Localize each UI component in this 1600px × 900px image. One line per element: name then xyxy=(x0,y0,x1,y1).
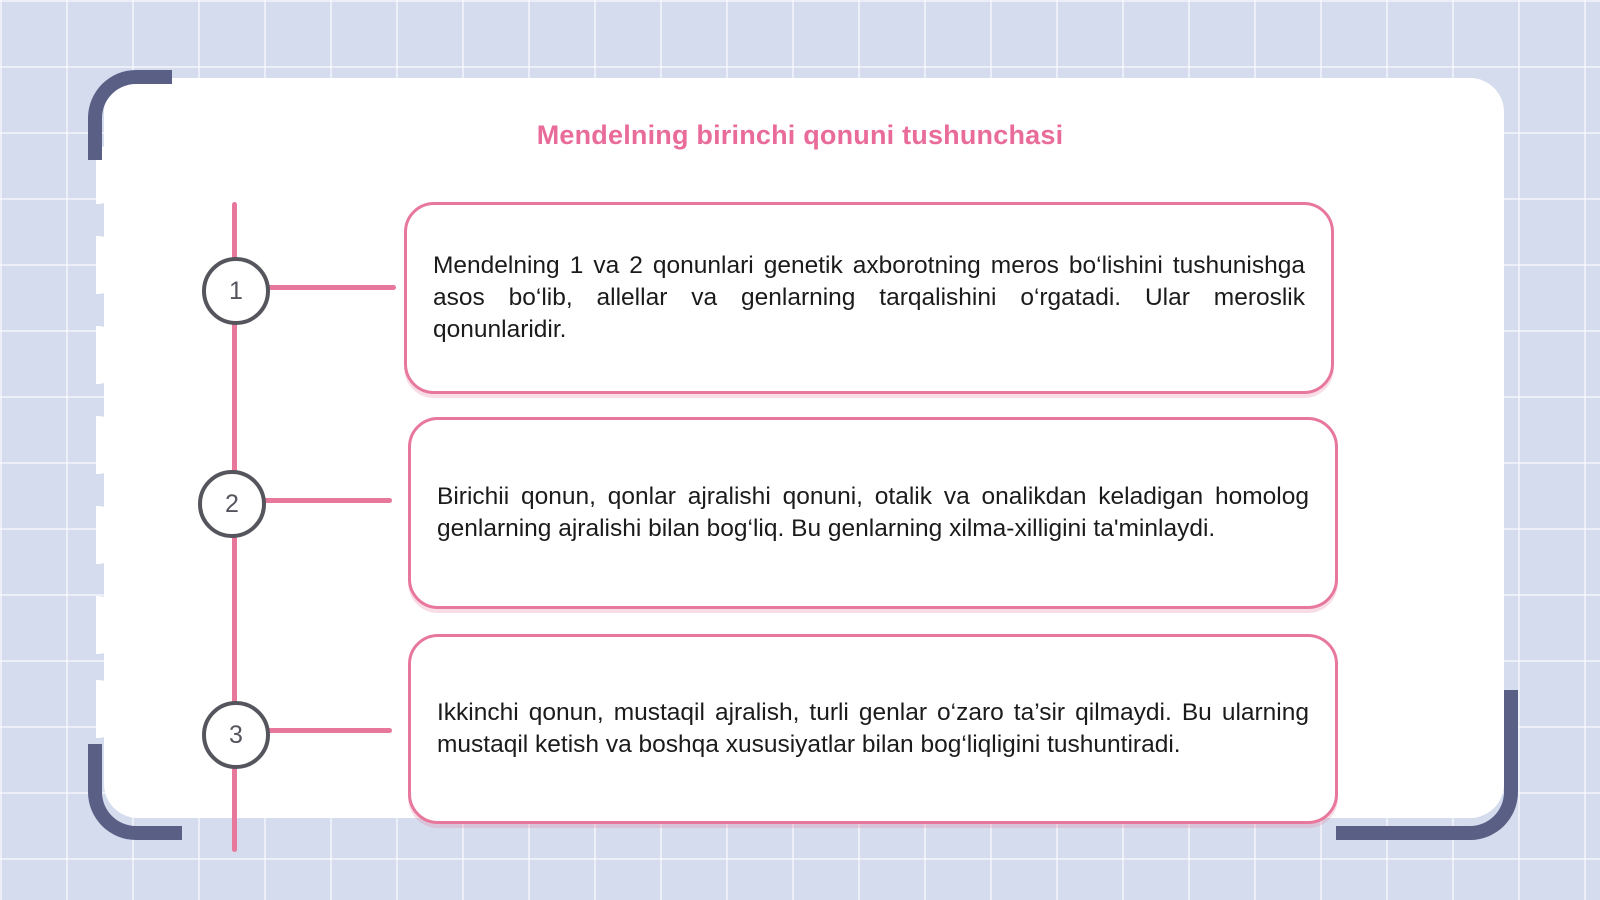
corner-bracket-bottom-right xyxy=(1336,690,1518,840)
connector-3 xyxy=(262,728,392,733)
connector-2 xyxy=(258,498,392,503)
step-card-3 xyxy=(408,634,1338,824)
slide-title: Mendelning birinchi qonuni tushunchasi xyxy=(536,120,1064,150)
step-text-2: Birichii qonun, qonlar ajralishi qonuni, otalik va onalikdan keladigan homolog genlarning ajralishi bilan bog‘liq. Bu genlarning xilma-xilligini ta'minlaydi. xyxy=(437,483,1309,542)
step-card-2 xyxy=(408,417,1338,609)
step-number: 3 xyxy=(229,720,243,749)
step-marker-1 xyxy=(202,257,270,325)
step-text-3: Ikkinchi qonun, mustaqil ajralish, turli genlar o‘zaro ta’sir qilmaydi. Bu ularning mustaqil ketish va boshqa xususiyatlar bilan bog‘liqligini tushuntiradi. xyxy=(437,699,1309,758)
step-marker-3 xyxy=(202,701,270,769)
step-number: 1 xyxy=(229,276,243,305)
step-number: 2 xyxy=(225,489,239,518)
step-text-1: Mendelning 1 va 2 qonunlari genetik axborotning meros bo‘lishini tushunishga asos bo‘lib, allellar va genlarning tarqalishini o‘rgatadi. Ular meroslik qonunlaridir. xyxy=(433,252,1305,343)
step-marker-2 xyxy=(198,470,266,538)
step-card-1 xyxy=(404,202,1334,394)
connector-1 xyxy=(262,285,396,290)
corner-bracket-bottom-left xyxy=(88,744,182,840)
